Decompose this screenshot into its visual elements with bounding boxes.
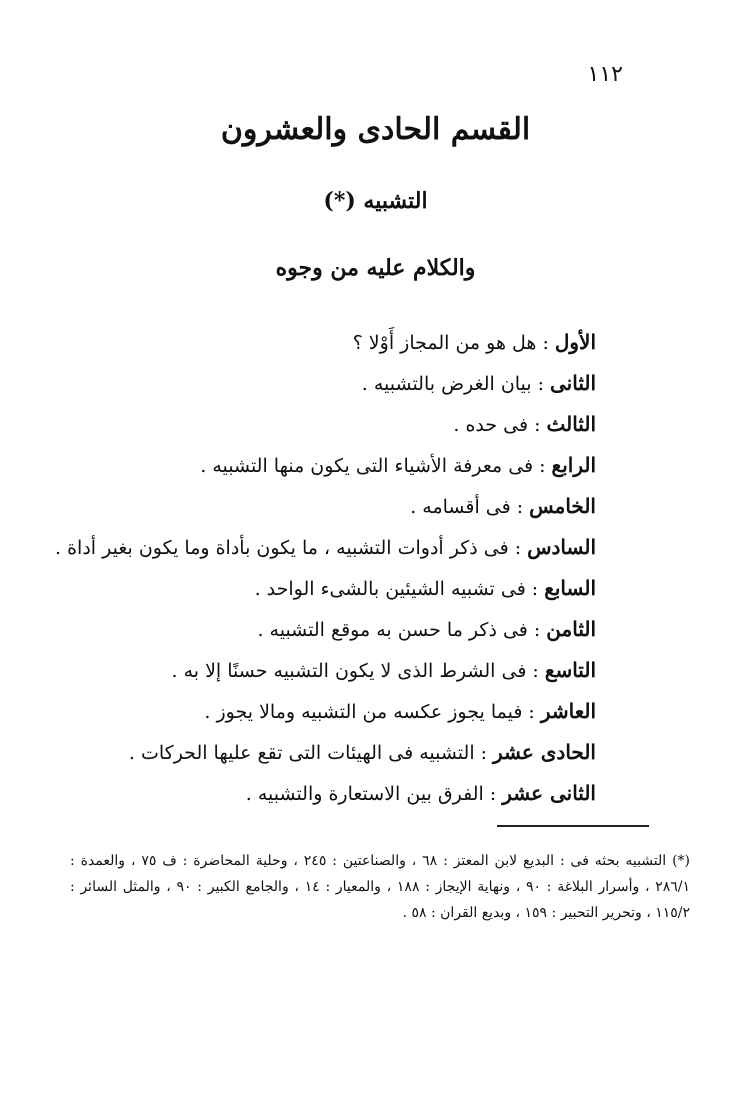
aspect-item: الخامس:فى أقسامه . [410,494,596,518]
intro-line: والكلام عليه من وجوه [275,255,476,281]
section-title: القسم الحادى والعشرون [220,112,531,147]
aspect-text: التشبيه فى الهيئات التى تقع عليها الحركات . [128,742,475,764]
aspect-item: السابع:فى تشبيه الشيئين بالشىء الواحد . [254,576,596,600]
aspect-ordinal: الأول [554,330,596,354]
aspect-ordinal: الخامس [529,494,596,518]
aspect-ordinal: الحادى عشر [493,740,596,764]
footnote-divider [497,825,649,827]
aspect-text: فى ذكر أدوات التشبيه ، ما يكون بأداة وما يكون بغير أداة . [55,537,509,559]
aspect-ordinal: الرابع [551,453,596,477]
aspect-text: فى الشرط الذى لا يكون التشبيه حسنًا إلا به . [171,660,527,682]
chapter-title-text: التشبيه [363,188,428,214]
footnote-marker: (*) [323,188,356,214]
aspect-text: هل هو من المجاز أَوْلا ؟ [352,332,537,354]
aspect-item: الثانى:بيان الغرض بالتشبيه . [361,371,596,395]
aspect-text: فى أقسامه . [410,496,511,518]
aspect-item: الحادى عشر:التشبيه فى الهيئات التى تقع عليها الحركات . [128,740,596,764]
aspect-ordinal: الثالث [546,412,596,436]
aspect-ordinal: الثانى عشر [502,781,596,805]
chapter-title [0,188,751,214]
aspect-text: الفرق بين الاستعارة والتشبيه . [245,783,484,805]
aspect-item: الثانى عشر:الفرق بين الاستعارة والتشبيه . [245,781,596,805]
aspect-ordinal: الثانى [549,371,596,395]
aspect-ordinal: السادس [527,535,596,559]
aspect-item: الثالث:فى حده . [453,412,596,436]
aspect-text: فى تشبيه الشيئين بالشىء الواحد . [254,578,526,600]
aspect-item: العاشر:فيما يجوز عكسه من التشبيه ومالا يجوز . [204,699,596,723]
footnote: (*) التشبيه بحثه فى : البديع لابن المعتز : ٦٨ ، والصناعتين : ٢٤٥ ، وحلية المحاضرة : ف ٧٥ ، والعمدة : ٢٨٦/١ ، وأسرار البلاغة : ٩٠ ، ونهاية الإيجاز : ١٨٨ ، والمعيار : ١٤ ، والجامع الكبير : ٩٠ ، والمثل السائر : ١١٥/٢ ، وتحرير التحبير : ١٥٩ ، وبديع القران : ٥٨ . [70,853,691,921]
aspect-ordinal: السابع [544,576,596,600]
aspect-text: فيما يجوز عكسه من التشبيه ومالا يجوز . [204,701,523,723]
aspect-ordinal: التاسع [544,658,596,682]
aspect-item: الأول:هل هو من المجاز أَوْلا ؟ [352,330,596,354]
aspect-item: السادس:فى ذكر أدوات التشبيه ، ما يكون بأداة وما يكون بغير أداة . [55,535,596,559]
aspects-list [36,322,596,814]
aspect-text: فى معرفة الأشياء التى يكون منها التشبيه . [200,455,534,477]
aspect-text: فى ذكر ما حسن به موقع التشبيه . [257,619,528,641]
aspect-item: الثامن:فى ذكر ما حسن به موقع التشبيه . [257,617,596,641]
aspect-item: الرابع:فى معرفة الأشياء التى يكون منها التشبيه . [200,453,596,477]
aspect-ordinal: العاشر [540,699,596,723]
aspect-text: بيان الغرض بالتشبيه . [361,373,532,395]
aspect-item: التاسع:فى الشرط الذى لا يكون التشبيه حسنًا إلا به . [171,658,596,682]
aspect-ordinal: الثامن [546,617,596,641]
aspect-text: فى حده . [453,414,529,436]
page-number: ١١٢ [587,62,623,87]
